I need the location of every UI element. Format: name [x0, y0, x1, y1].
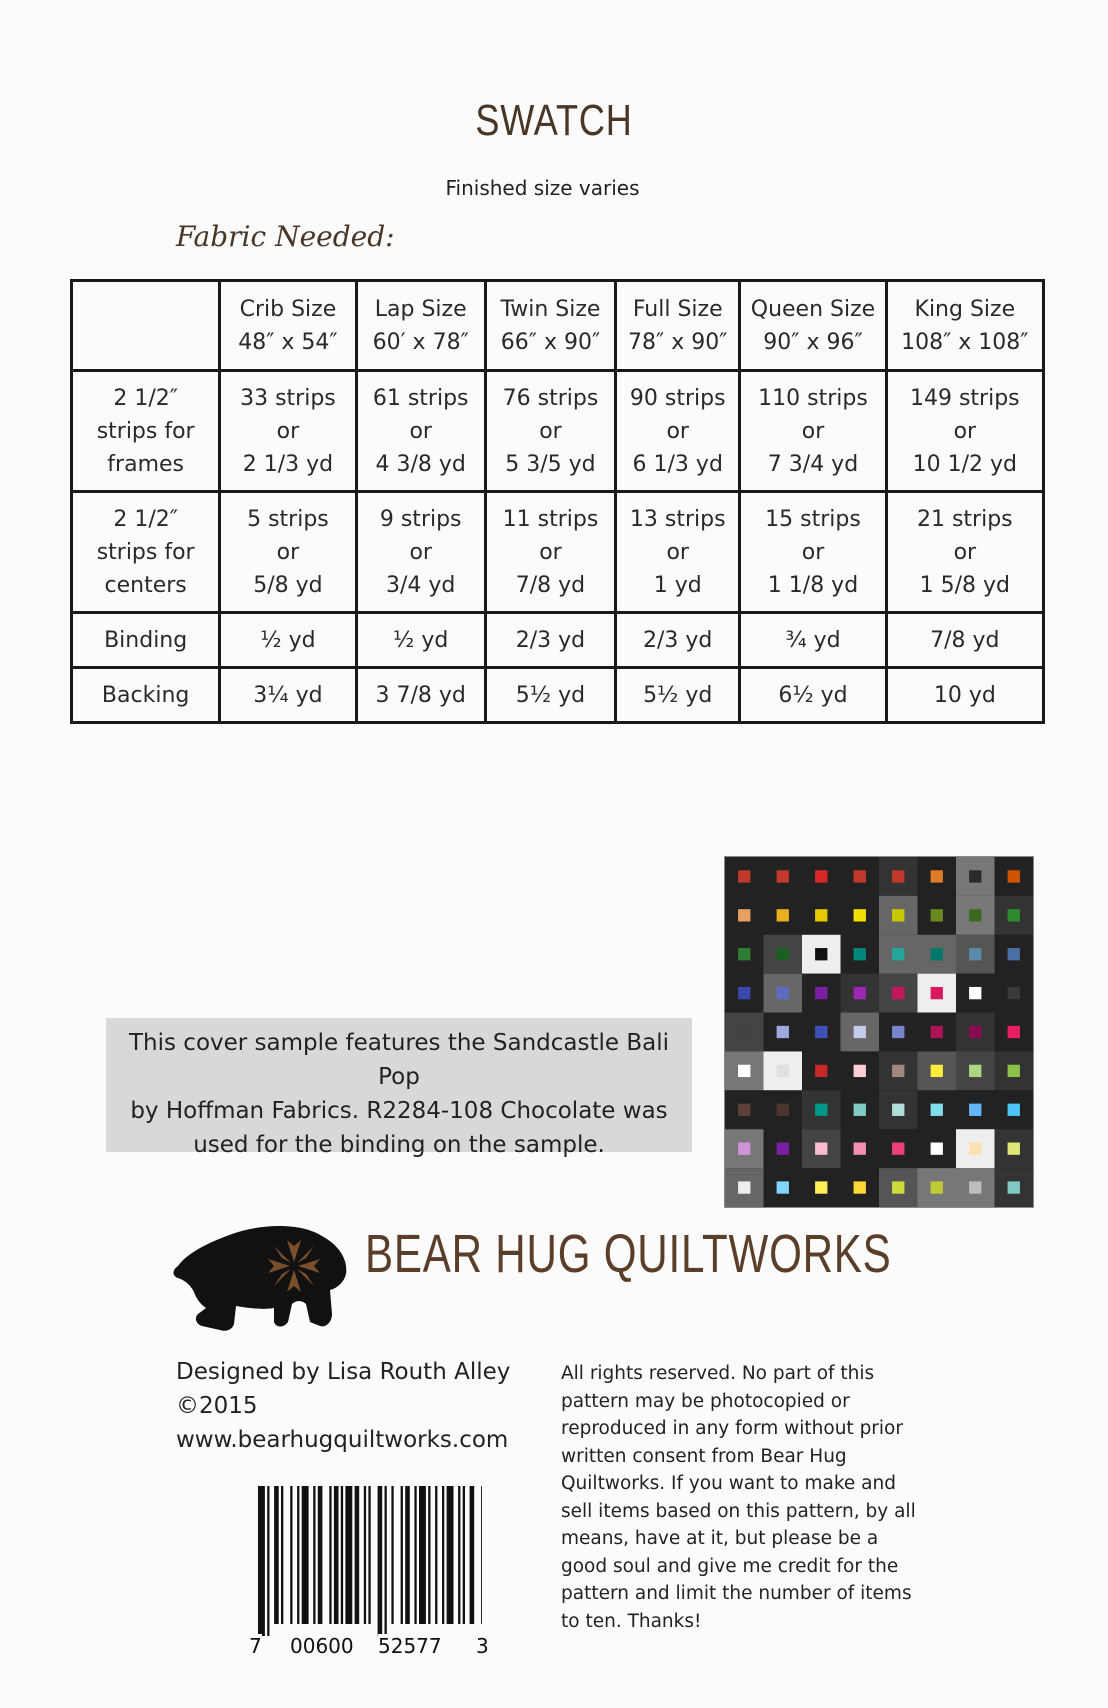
- barcode-bar: [414, 1486, 416, 1624]
- quilt-block-center: [931, 948, 943, 960]
- barcode-bar: [419, 1486, 426, 1624]
- size-header-cell: Full Size 78″ x 90″: [616, 281, 740, 371]
- quilt-block-center: [777, 1143, 789, 1155]
- table-row-centers: [72, 492, 1044, 613]
- quilt-block-center: [777, 948, 789, 960]
- quilt-block-center: [892, 1181, 904, 1193]
- table-cell: 3¼ yd: [220, 668, 356, 723]
- sample-note-line: This cover sample features the Sandcastle Bali Pop: [129, 1030, 669, 1090]
- fabric-needed-heading: Fabric Needed:: [176, 220, 395, 253]
- table-cell: 5½ yd: [616, 668, 740, 723]
- quilt-block-center: [1008, 1026, 1020, 1038]
- quilt-block-center: [815, 1065, 827, 1077]
- quilt-block-center: [1008, 870, 1020, 882]
- table-header-row: [72, 281, 1044, 371]
- barcode-bar: [470, 1486, 475, 1624]
- barcode-bar: [355, 1486, 360, 1624]
- barcode-digits-group-1: 00600: [290, 1634, 354, 1658]
- row-label-cell: 2 1/2″ strips for centers: [72, 492, 220, 613]
- quilt-block-center: [738, 909, 750, 921]
- finished-size-text: Finished size varies: [445, 176, 640, 200]
- barcode-bar: [313, 1486, 315, 1624]
- barcode-bar: [481, 1486, 482, 1624]
- quilt-block-center: [738, 1026, 750, 1038]
- table-row-backing: [72, 668, 1044, 723]
- table-cell: 2/3 yd: [616, 613, 740, 668]
- barcode-bar: [405, 1486, 410, 1624]
- table-cell: 76 strips or 5 3/5 yd: [485, 371, 615, 492]
- copyright: ©2015: [176, 1393, 258, 1419]
- table-cell: 15 strips or 1 1/8 yd: [740, 492, 886, 613]
- row-label-cell: Binding: [72, 613, 220, 668]
- table-cell: 149 strips or 10 1/2 yd: [886, 371, 1043, 492]
- barcode-bar: [345, 1486, 352, 1624]
- quilt-block-center: [969, 987, 981, 999]
- quilt-block-center: [854, 948, 866, 960]
- quilt-block-center: [1008, 909, 1020, 921]
- quilt-block-center: [892, 870, 904, 882]
- table-cell: 10 yd: [886, 668, 1043, 723]
- table-row-frames: [72, 371, 1044, 492]
- table-cell: 2/3 yd: [485, 613, 615, 668]
- barcode-bar: [391, 1486, 393, 1624]
- barcode-bar: [447, 1486, 454, 1624]
- quilt-block-center: [931, 1065, 943, 1077]
- quilt-block-center: [931, 1143, 943, 1155]
- table-cell: ¾ yd: [740, 613, 886, 668]
- quilt-block-center: [738, 1104, 750, 1116]
- quilt-block-center: [854, 1104, 866, 1116]
- barcode-bar: [302, 1486, 309, 1624]
- quilt-block-center: [931, 1104, 943, 1116]
- barcode-bar: [385, 1486, 387, 1636]
- brand-name: BEAR HUG QUILTWORKS: [365, 1224, 892, 1284]
- sample-note-line: used for the binding on the sample.: [193, 1132, 605, 1158]
- table-cell: 90 strips or 6 1/3 yd: [616, 371, 740, 492]
- table-cell: 7/8 yd: [886, 613, 1043, 668]
- quilt-block-center: [738, 987, 750, 999]
- sample-note-box: [106, 1018, 692, 1158]
- barcode-bar: [297, 1486, 299, 1624]
- quilt-block-center: [777, 1026, 789, 1038]
- rights-statement: All rights reserved. No part of this pattern may be photocopied or reproduced in any form without prior written consent from Bear Hug Quiltworks. If you want to make and sell items based on this pattern, by all means, have at it, but please be a good soul and give me credit for the pattern and limit the number of items to ten. Thanks!: [561, 1363, 916, 1632]
- quilt-block-center: [931, 909, 943, 921]
- barcode-digit-right: 3: [476, 1634, 489, 1658]
- quilt-block-center: [815, 1026, 827, 1038]
- size-header-cell: Twin Size 66″ x 90″: [485, 281, 615, 371]
- quilt-block-center: [969, 870, 981, 882]
- quilt-block-center: [854, 987, 866, 999]
- barcode-bar: [401, 1486, 403, 1624]
- table-row-binding: [72, 613, 1044, 668]
- quilt-block-center: [738, 1181, 750, 1193]
- barcode-bar: [378, 1486, 383, 1636]
- quilt-block-center: [854, 1065, 866, 1077]
- size-header-cell: Queen Size 90″ x 96″: [740, 281, 886, 371]
- quilt-block-center: [892, 1143, 904, 1155]
- designer-info: [176, 1355, 510, 1457]
- quilt-block-center: [738, 948, 750, 960]
- barcode-bar: [463, 1486, 465, 1624]
- quilt-block-center: [854, 909, 866, 921]
- fabric-requirements-table: [70, 279, 1045, 724]
- table-corner-cell: [72, 281, 220, 371]
- table-cell: 9 strips or 3/4 yd: [356, 492, 485, 613]
- size-header-cell: King Size 108″ x 108″: [886, 281, 1043, 371]
- quilt-block-center: [738, 870, 750, 882]
- quilt-block-center: [892, 909, 904, 921]
- quilt-block-center: [969, 909, 981, 921]
- quilt-block-center: [931, 1181, 943, 1193]
- table-cell: 110 strips or 7 3/4 yd: [740, 371, 886, 492]
- quilt-block-center: [738, 1143, 750, 1155]
- quilt-block-center: [815, 987, 827, 999]
- quilt-block-center: [854, 1181, 866, 1193]
- quilt-block-center: [1008, 1143, 1020, 1155]
- table-cell: 3 7/8 yd: [356, 668, 485, 723]
- quilt-block-center: [777, 1065, 789, 1077]
- quilt-block-center: [777, 987, 789, 999]
- quilt-block-center: [1008, 987, 1020, 999]
- barcode-bar: [281, 1486, 283, 1624]
- quilt-block-center: [777, 1104, 789, 1116]
- quilt-block-center: [815, 909, 827, 921]
- quilt-block-center: [892, 987, 904, 999]
- quilt-block-center: [969, 1065, 981, 1077]
- barcode-bar: [435, 1486, 437, 1624]
- website-link: www.bearhugquiltworks.com: [176, 1427, 509, 1453]
- barcode-bar: [334, 1486, 339, 1624]
- quilt-block-center: [854, 1143, 866, 1155]
- quilt-block-center: [969, 1026, 981, 1038]
- table-cell: 6½ yd: [740, 668, 886, 723]
- barcode-bar: [318, 1486, 323, 1624]
- barcode-bars: [252, 1486, 482, 1651]
- barcode-bar: [442, 1486, 444, 1624]
- quilt-block-center: [969, 1181, 981, 1193]
- quilt-block-center: [892, 1104, 904, 1116]
- designer-name: Designed by Lisa Routh Alley: [176, 1359, 511, 1385]
- barcode-bar: [274, 1486, 279, 1624]
- quilt-block-center: [815, 1104, 827, 1116]
- barcode-bar: [458, 1486, 460, 1624]
- sample-note-line: by Hoffman Fabrics. R2284-108 Chocolate was: [130, 1098, 668, 1124]
- barcode-bar: [341, 1486, 343, 1624]
- table-cell: 5 strips or 5/8 yd: [220, 492, 356, 613]
- row-label-cell: 2 1/2″ strips for frames: [72, 371, 220, 492]
- quilt-block-center: [969, 948, 981, 960]
- quilt-block-center: [892, 1026, 904, 1038]
- size-header-cell: Lap Size 60′ x 78″: [356, 281, 485, 371]
- barcode-bar: [329, 1486, 331, 1624]
- quilt-block-center: [1008, 948, 1020, 960]
- quilt-block-center: [777, 870, 789, 882]
- barcode-digit-left: 7: [249, 1634, 262, 1658]
- barcode-bar: [290, 1486, 292, 1624]
- pattern-title: SWATCH: [475, 96, 633, 145]
- barcode-bar: [368, 1486, 370, 1624]
- table-cell: 11 strips or 7/8 yd: [485, 492, 615, 613]
- quilt-block-center: [1008, 1104, 1020, 1116]
- row-label-cell: Backing: [72, 668, 220, 723]
- size-header-cell: Crib Size 48″ x 54″: [220, 281, 356, 371]
- quilt-block-center: [931, 987, 943, 999]
- table-cell: 21 strips or 1 5/8 yd: [886, 492, 1043, 613]
- quilt-block-center: [815, 1143, 827, 1155]
- quilt-block-center: [777, 1181, 789, 1193]
- quilt-block-center: [1008, 1065, 1020, 1077]
- quilt-block-center: [815, 948, 827, 960]
- barcode-bar: [258, 1486, 265, 1636]
- barcode-bar: [267, 1486, 269, 1636]
- barcode: [252, 1486, 482, 1655]
- quilt-block-center: [854, 870, 866, 882]
- table-cell: 5½ yd: [485, 668, 615, 723]
- table-cell: 61 strips or 4 3/8 yd: [356, 371, 485, 492]
- quilt-sample-svg: [725, 857, 1033, 1207]
- quilt-block-center: [1008, 1181, 1020, 1193]
- quilt-block-center: [738, 1065, 750, 1077]
- quilt-block-center: [892, 948, 904, 960]
- quilt-block-center: [931, 1026, 943, 1038]
- quilt-block-center: [969, 1143, 981, 1155]
- barcode-bar: [364, 1486, 366, 1624]
- quilt-block-center: [892, 1065, 904, 1077]
- quilt-block-center: [815, 870, 827, 882]
- bear-logo-icon: [170, 1218, 360, 1337]
- table-cell: 33 strips or 2 1/3 yd: [220, 371, 356, 492]
- barcode-bar: [428, 1486, 430, 1624]
- quilt-block-center: [777, 909, 789, 921]
- quilt-block-center: [969, 1104, 981, 1116]
- quilt-block-center: [931, 870, 943, 882]
- table-cell: 13 strips or 1 yd: [616, 492, 740, 613]
- table-cell: ½ yd: [220, 613, 356, 668]
- quilt-block-center: [854, 1026, 866, 1038]
- quilt-block-center: [815, 1181, 827, 1193]
- table-cell: ½ yd: [356, 613, 485, 668]
- quilt-sample-image: [724, 856, 1034, 1208]
- barcode-digits-group-2: 52577: [378, 1634, 442, 1658]
